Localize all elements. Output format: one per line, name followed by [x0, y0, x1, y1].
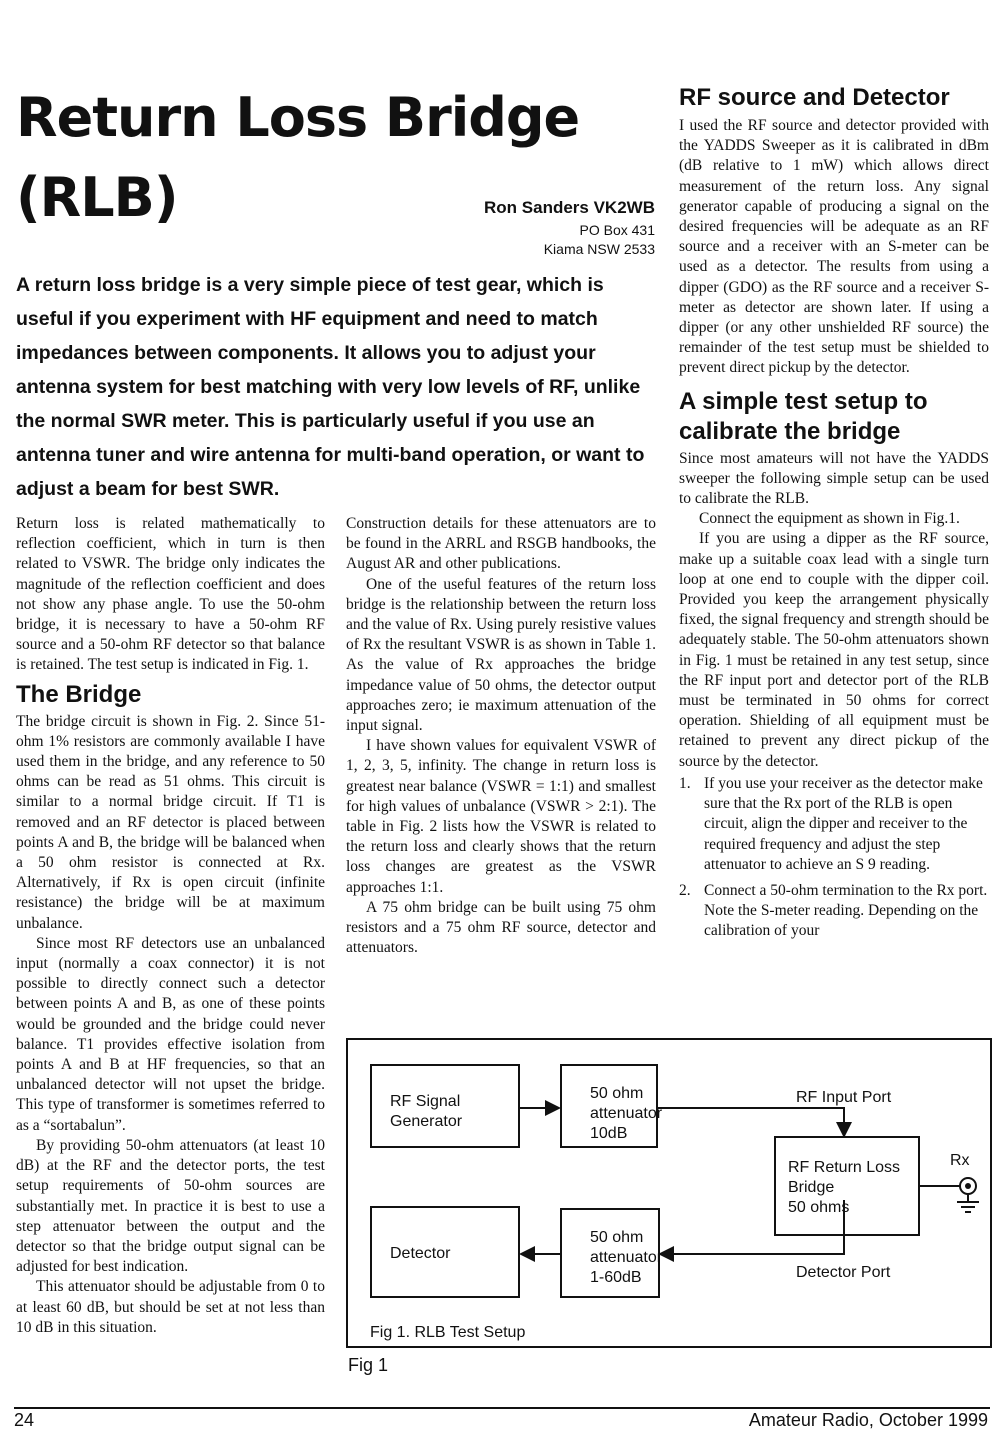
steps-list: [679, 774, 989, 942]
column-3: [679, 116, 989, 948]
section-heading-the-bridge: The Bridge: [16, 680, 142, 708]
author-address-2: Kiama NSW 2533: [543, 241, 655, 257]
rx-label: Rx: [950, 1152, 970, 1169]
paragraph: The bridge circuit is shown in Fig. 2. Since 51-ohm 1% resistors are commonly available I have used them in the bridge, and any reference to 50 ohms can be read as 51 ohms. This circuit is similar to a normal bridge circuit. If T1 is removed and an RF detector is placed between points A and B, the bridge will be balanced when a 50 ohm resistor is connected at Rx. Alternatively, if Rx is open circuit (infinite resistance) the bridge will be at maximum unbalance.: [16, 712, 325, 932]
box-label: RF Signal: [390, 1093, 461, 1110]
box-label: 50 ohms: [788, 1199, 850, 1216]
paragraph: One of the useful features of the return loss bridge is the relationship between the return loss and the value of Rx. Using purely resistive values of Rx the resultant VSWR is as shown in Table 1. As the value of Rx approaches the bridge impedance value of 50 ohms, the detector output approaches zero; ie maximum attenuation of the input signal.: [346, 575, 656, 735]
box-label: 1-60dB: [590, 1269, 642, 1286]
box-label: attenuator: [590, 1249, 663, 1266]
paragraph: This attenuator should be adjustable from 0 to at least 60 dB, but should be set at not less than 10 dB in this situation.: [16, 1278, 325, 1336]
return-loss-bridge-box: [774, 1136, 920, 1236]
paragraph: I have shown values for equivalent VSWR of 1, 2, 3, 5, infinity. The change in return loss is greatest near balance (VSWR = 1:1) and smallest for high values of unbalance (VSWR > 2:1). The table in Fig. 2 lists how the VSWR is related to the return loss and clearly shows that the return loss changes are greatest as the VSWR approaches 1:1.: [346, 737, 656, 896]
attenuator-10db-box: [560, 1064, 663, 1148]
title-line-1: Return Loss Bridge: [16, 86, 580, 149]
paragraph: If you are using a dipper as the RF source, make up a suitable coax lead with a single turn loop at one end to couple with the dipper coil. Provided you keep the arrangement physically fixed, the signal frequency and strength should be adequately stable. The 50-ohm attenuators shown in Fig. 1 must be retained in any test setup, since the RF input port and detector port of the RLB must be terminated in 50 ohms for correct operation. Shielding of all equipment must be retained to prevent any direct pickup of the source by the detector.: [679, 530, 989, 770]
box-label: attenuator: [590, 1105, 663, 1122]
page-number: 24: [14, 1410, 35, 1430]
column-2: [346, 514, 656, 958]
author-name: Ron Sanders VK2WB: [484, 198, 655, 217]
box-label: 50 ohm: [590, 1229, 644, 1246]
paragraph: Construction details for these attenuators are to be found in the ARRL and RSGB handbooks, the August AR and other publications.: [346, 515, 656, 573]
paragraph: Return loss is related mathematically to reflection coefficient, which in turn is then related to VSWR. The bridge only indicates the magnitude of the reflection coefficient and does not show any phase angle. To use the 50-ohm bridge, it is necessary to have a 50-ohm RF source and a 50-ohm RF detector so that balance is retained. The test setup is indicated in Fig. 1.: [16, 515, 325, 674]
paragraph: I used the RF source and detector provided with the YADDS Sweeper as it is calibrated in dBm (dB relative to 1 mW) which allows direct measurement of the return loss. Any signal generator capable of producing a signal on the desired frequencies will be adequate as an RF source and a receiver with an S-meter can be used as a detector. The results from using a dipper (GDO) as the RF source and a receiver S-meter as detector are shown later. If using a dipper (or any other unshielded RF source) the remainder of the test setup must be shielded to prevent direct pickup by the detector.: [679, 117, 989, 377]
paragraph: Since most amateurs will not have the YADDS sweeper the following simple setup can be used to calibrate the RLB.: [679, 449, 989, 508]
paragraph: Since most RF detectors use an unbalanced input (normally a coax connector) it is not possible to directly connect such a detector between points A and B, as one of these points would be grounded and the bridge could never balance. T1 provides effective isolation from points A and B at HF frequencies, so that an unbalanced detector will not upset the bridge. This type of transformer is sometimes referred to as a “sortabalun”.: [16, 934, 325, 1134]
figure-label: Fig 1: [348, 1355, 389, 1375]
detector-box: [370, 1206, 520, 1298]
figure-caption: Fig 1. RLB Test Setup: [370, 1324, 526, 1341]
section-heading-calibrate: A simple test setup to calibrate the bridge: [679, 387, 928, 445]
paragraph: By providing 50-ohm attenuators (at least 10 dB) at the RF and the detector ports, the test setup requirements of 50-ohm sources are substantially met. In practice it is best to use a step attenuator between the output and the detector so that the bridge output signal can be adjusted for best indication.: [16, 1136, 325, 1276]
rf-signal-generator-box: [370, 1064, 520, 1148]
box-label: Bridge: [788, 1179, 835, 1196]
rf-input-port-label: RF Input Port: [796, 1089, 892, 1106]
box-label: Generator: [390, 1113, 463, 1130]
lead-paragraph: A return loss bridge is a very simple piece of test gear, which is useful if you experiment with HF equipment and need to match impedances between components. It allows you to adjust your antenna system for best matching with very low levels of RF, unlike the normal SWR meter. This is particularly useful if you use an antenna tuner and wire antenna for multi-band operation, or want to adjust a beam for best SWR.: [16, 274, 645, 500]
detector-port-label: Detector Port: [796, 1264, 891, 1281]
paragraph: Connect the equipment as shown in Fig.1.: [699, 510, 960, 528]
rx-connector-center-icon: [965, 1183, 971, 1189]
step-number: 1.: [679, 774, 691, 792]
box-label: 50 ohm: [590, 1085, 644, 1102]
step-text: If you use your receiver as the detector make sure that the Rx port of the RLB is open circuit, align the dipper and receiver to the required frequency and adjust the step attenuator to achieve an S 9 reading.: [704, 774, 983, 873]
arrow-att1-to-bridge: [656, 1108, 844, 1136]
box-label: RF Return Loss: [788, 1159, 901, 1176]
figure-1-diagram: [346, 1038, 992, 1348]
title-line-2: (RLB): [16, 166, 178, 229]
author-address-1: PO Box 431: [579, 222, 655, 238]
section-heading-rf-source: RF source and Detector: [679, 84, 950, 111]
publication-info: Amateur Radio, October 1999: [748, 1410, 988, 1430]
box-label: Detector: [390, 1245, 451, 1262]
list-item: [679, 881, 989, 942]
box-label: 10dB: [590, 1125, 628, 1142]
paragraph: A 75 ohm bridge can be built using 75 ohm resistors and a 75 ohm RF source, detector and attenuators.: [346, 898, 656, 957]
list-item: [679, 774, 989, 875]
step-number: 2.: [679, 881, 691, 899]
attenuator-60db-box: [560, 1208, 663, 1298]
column-1: [16, 514, 325, 1338]
footer-rule: [14, 1407, 990, 1409]
step-text: Connect a 50-ohm termination to the Rx port. Note the S-meter reading. Depending on the calibration of your: [704, 881, 988, 940]
